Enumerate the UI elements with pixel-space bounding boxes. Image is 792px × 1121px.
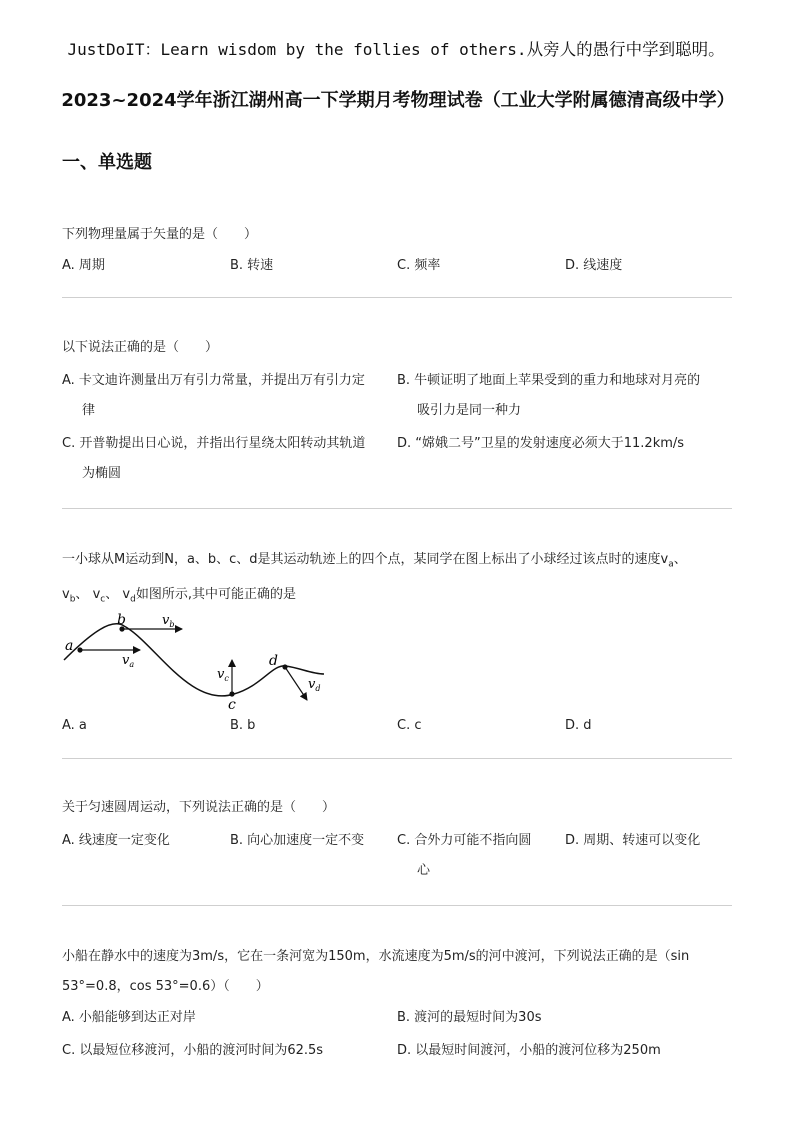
q2-option-a-line2: 律 [82,403,96,418]
question-1-stem: 下列物理量属于矢量的是（ ） [62,227,258,242]
header-motto-en: JustDoIT：Learn wisdom by the follies of others. [67,40,527,59]
velocity-symbol: v [62,586,70,602]
exam-title: 2023~2024学年浙江湖州高一下学期月考物理试卷（工业大学附属德清高级中学） [61,90,735,111]
label-vd: $v_d$ [308,677,321,693]
label-c: c [228,697,236,713]
q2-option-a[interactable] [62,366,392,426]
q4-option-c[interactable] [397,826,557,886]
velocity-symbol: v [92,586,101,602]
question-3-stem-line1 [62,545,732,580]
subscript-d: d [130,594,136,605]
q1-option-d[interactable]: D. 线速度 [565,258,623,273]
subscript-a: a [668,559,674,570]
q4-option-d[interactable]: D. 周期、转速可以变化 [565,833,701,848]
page-header [0,36,792,60]
q4-option-b[interactable]: B. 向心加速度一定不变 [230,833,365,848]
q2-option-c-line2: 为椭圆 [82,466,122,481]
q4-option-a[interactable]: A. 线速度一定变化 [62,833,170,848]
q2-option-b-line1: B. 牛顿证明了地面上苹果受到的重力和地球对月亮的 [397,373,701,388]
q1-option-b[interactable]: B. 转速 [230,258,274,273]
q2-option-b[interactable] [397,366,732,426]
q3-option-b[interactable]: B. b [230,718,256,733]
q5-option-a[interactable]: A. 小船能够到达正对岸 [62,1010,196,1025]
label-a: a [65,638,74,654]
q4-option-c-line1: C. 合外力可能不指向圆 [397,833,532,848]
question-3-stem-line2 [62,580,732,615]
velocity-symbol: v [122,586,131,602]
label-vb: $v_b$ [162,613,175,629]
q2-option-d-line1: D. “嫦娥二号”卫星的发射速度必须大于11.2km/s [397,436,685,451]
divider [62,758,732,759]
q2-option-c[interactable] [62,429,392,489]
q3-option-d[interactable]: D. d [565,718,592,733]
subscript-b: b [69,594,76,605]
question-5 [62,942,732,1002]
divider [62,508,732,509]
label-vc: $v_c$ [217,667,229,683]
trajectory-figure [62,612,332,714]
velocity-arrow-d [285,667,307,700]
q4-option-c-line2: 心 [417,863,431,878]
q1-option-a[interactable]: A. 周期 [62,258,105,273]
question-3 [62,545,732,614]
q2-option-a-line1: A. 卡文迪许测量出万有引力常量，并提出万有引力定 [62,373,365,388]
question-5-stem-line2: 53°=0.8，cos 53°=0.6）（ ） [62,979,269,994]
question-1 [62,224,732,246]
q5-option-c[interactable]: C. 以最短位移渡河，小船的渡河时间为62.5s [62,1043,324,1058]
header-motto-cn: 从旁人的愚行中学到聪明。 [526,40,725,59]
question-5-stem-line1: 小船在静水中的速度为3m/s，它在一条河宽为150m，水流速度为5m/s的河中渡河，下列说法正确的是（sin [62,949,690,964]
q2-option-b-line2: 吸引力是同一种力 [417,403,522,418]
q5-option-b[interactable]: B. 渡河的最短时间为30s [397,1010,542,1025]
label-d: d [269,653,278,669]
question-4 [62,797,732,819]
separator: 、 [75,586,89,602]
question-2-stem: 以下说法正确的是（ ） [62,340,219,355]
q3-option-a[interactable]: A. a [62,718,87,733]
q1-option-c[interactable]: C. 频率 [397,258,441,273]
q2-option-d[interactable] [397,429,732,459]
subscript-c: c [100,594,106,605]
question-4-stem: 关于匀速圆周运动，下列说法正确的是（ ） [62,800,336,815]
q3-option-c[interactable]: C. c [397,718,422,733]
label-va: $v_a$ [122,653,135,669]
question-3-stem-text: 一小球从M运动到N，a、b、c、d是其运动轨迹上的四个点，某同学在图上标出了小球经过该点时的速度v [62,552,669,567]
trajectory-curve [64,624,324,696]
q2-option-c-line1: C. 开普勒提出日心说，并指出行星绕太阳转动其轨道 [62,436,366,451]
separator: 、 [105,586,119,602]
divider [62,297,732,298]
question-2 [62,337,732,359]
label-b: b [117,612,126,628]
q5-option-d[interactable]: D. 以最短时间渡河，小船的渡河位移为250m [397,1043,661,1058]
section-heading: 一、单选题 [62,152,152,173]
question-3-stem-text: 如图所示,其中可能正确的是 [135,586,296,602]
divider [62,905,732,906]
separator: 、 [673,552,687,567]
